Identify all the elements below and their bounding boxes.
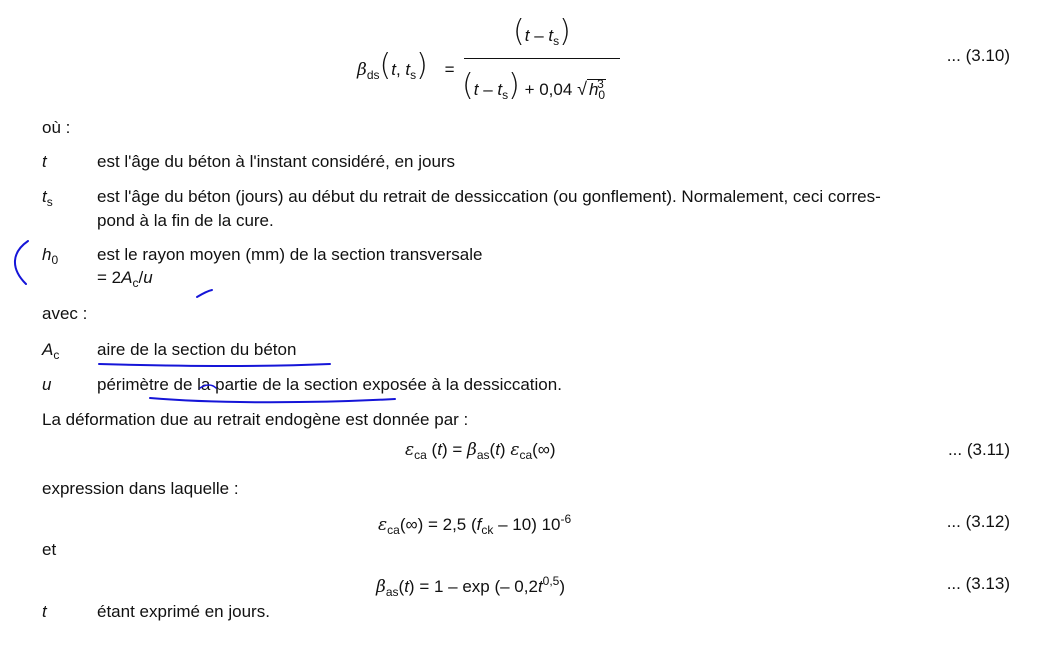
equation-3-10-numerator: $(t - t_s)$	[513, 14, 571, 49]
equation-number-3-12: ... (3.12)	[946, 512, 1010, 531]
handwritten-underline-perimetre	[150, 398, 395, 402]
et-label: et	[42, 540, 57, 559]
ou-label: où :	[42, 118, 71, 137]
equation-number-3-13: ... (3.13)	[946, 574, 1010, 593]
handwritten-tick	[197, 290, 212, 297]
last-t-symbol: t	[42, 602, 47, 621]
equation-3-10-denominator: $(t - t_s) + 0,04$ √ $h_0^3$	[462, 68, 606, 103]
def-Ac-text: aire de la section du béton	[97, 340, 297, 359]
def-h0-symbol: $h_0$	[42, 245, 59, 267]
def-t-symbol: t	[42, 152, 47, 171]
equation-number-3-10: ... (3.10)	[946, 46, 1010, 65]
def-u-symbol: u	[42, 375, 52, 394]
def-h0-text-line2: = $2A_c/u$	[97, 268, 153, 290]
endogene-sentence: La déformation due au retrait endogène est donnée par :	[42, 410, 469, 429]
def-h0-text-line1: est le rayon moyen (mm) de la section transversale	[97, 245, 483, 264]
beta-symbol: β	[357, 60, 367, 80]
handwritten-bracket	[15, 241, 28, 284]
avec-label: avec :	[42, 304, 88, 323]
def-ts-text-line2: pond à la fin de la cure.	[97, 211, 274, 230]
def-t-text: est l'âge du béton à l'instant considéré, en jours	[97, 152, 456, 171]
expression-label: expression dans laquelle :	[42, 479, 239, 498]
fraction-bar	[464, 58, 620, 59]
def-Ac-symbol: $A_c$	[42, 340, 60, 362]
def-u-text: périmètre de la partie de la section exposée à la dessiccation.	[97, 375, 562, 394]
equation-3-10-lhs: $\beta_{ds}(t$, $t_s$) =	[357, 48, 455, 83]
equation-3-12: $\varepsilon_{ca}(\infty) = 2,5$ $(f_{ck} - 10)$ $10^{-6}$	[378, 512, 572, 537]
equation-3-13: $\beta_{as}(t) = 1 - \exp$ (– $0,2t^{0,5}$)	[376, 574, 566, 599]
last-text: étant exprimé en jours.	[97, 602, 270, 621]
def-ts-symbol: $t_s$	[42, 187, 53, 209]
handwritten-underline-aire	[99, 364, 330, 366]
def-ts-text-line1: est l'âge du béton (jours) au début du retrait de dessiccation (ou gonflement). Normalement, ceci corres-	[97, 187, 881, 206]
sqrt-icon: √	[577, 79, 587, 99]
equation-number-3-11: ... (3.11)	[947, 440, 1010, 459]
equation-3-11: $\varepsilon_{ca}$ $(t) = \beta_{as}(t)$ $\varepsilon_{ca}(\infty)$	[405, 440, 556, 462]
